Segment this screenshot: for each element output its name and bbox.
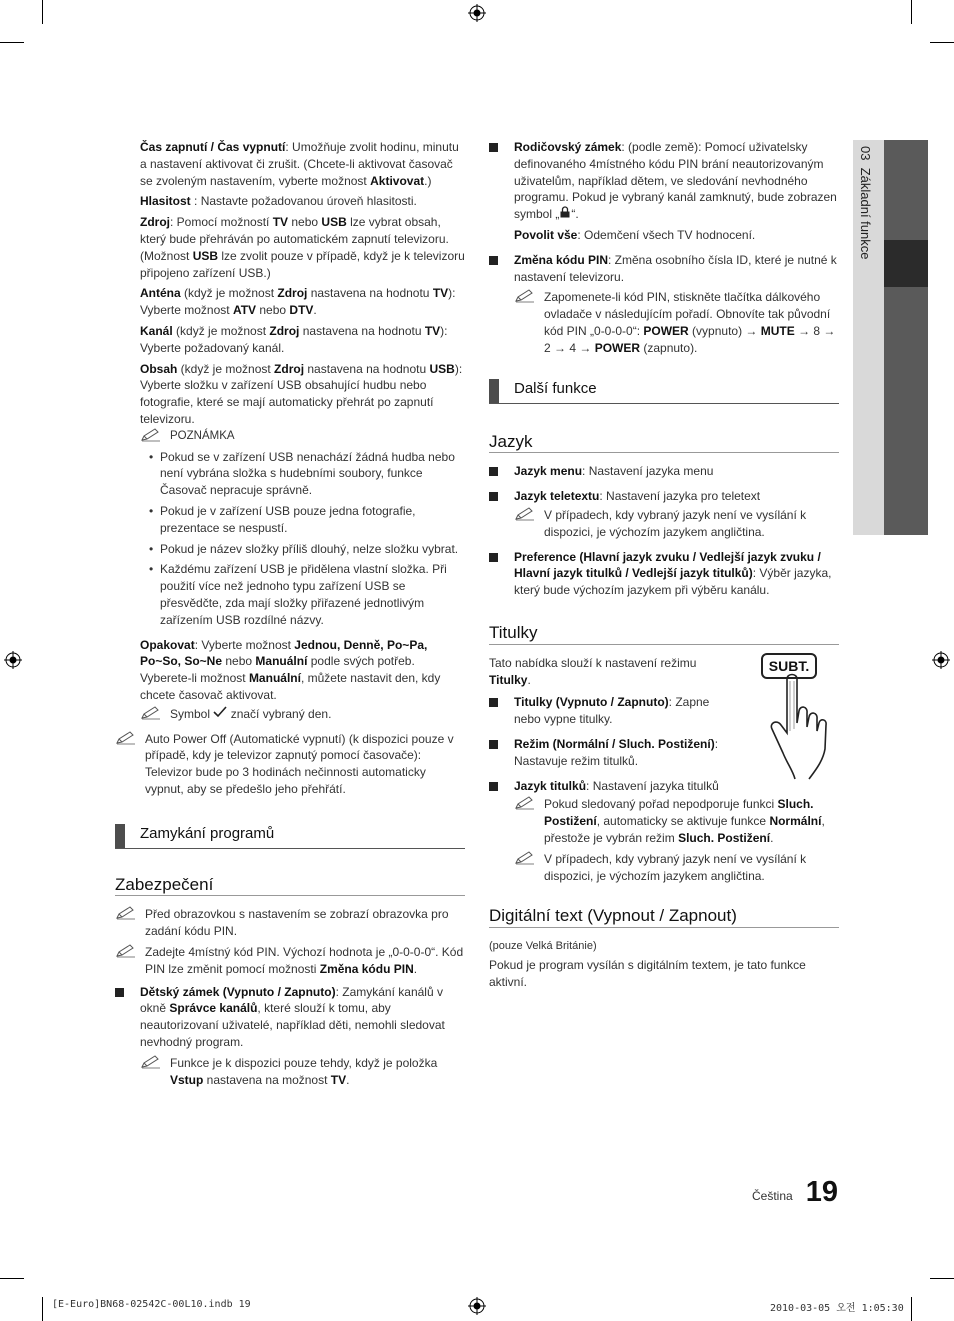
pencil-note-icon (140, 1055, 162, 1069)
section-title-subtitles: Titulky (489, 625, 839, 645)
registration-mark-icon (468, 4, 486, 22)
subtitles-mode: Režim (Normální / Sluch. Postižení): Nastavuje režim titulků. (489, 736, 724, 770)
symbol-note: Symbol značí vybraný den. (140, 706, 465, 723)
crop-mark (42, 0, 43, 24)
checkmark-icon (213, 706, 227, 718)
chapter-tab-label: 03 Základní funkce (858, 146, 873, 260)
child-lock: Dětský zámek (Vypnuto / Zapnuto): Zamykání kanálů v okně Správce kanálů, které slouží k tomu, aby neautorizovaní uživatelé, například děti, nemohli sledovat nevhodný program. (115, 984, 465, 1051)
pencil-note-icon (514, 851, 536, 865)
crop-mark (42, 1297, 43, 1321)
uk-only: (pouze Velká Británie) (489, 940, 597, 953)
menu-language: Jazyk menu: Nastavení jazyka menu (489, 463, 839, 480)
note-heading: POZNÁMKA (140, 428, 465, 445)
source: Zdroj: Pomocí možností TV nebo USB lze vybrat obsah, který bude přehráván po automatickém zapnutí televizoru. (Možnost USB lze zvolit pouze v případě, když je k televizoru připojeno zařízení USB.) (140, 215, 465, 280)
child-lock-note: Funkce je k dispozici pouze tehdy, když je položka Vstup nastavena na možnost TV. (140, 1055, 465, 1089)
pencil-note-icon (140, 706, 162, 720)
list-item: • Pokud se v zařízení USB nenachází žádná hudba nebo není vybrána složka s hudebními soubory, funkce Časovač nepracuje správně. (115, 449, 465, 499)
subtitles-note: V případech, kdy vybraný jazyk není ve vysílání k dispozici, je výchozím jazykem angličtina. (514, 851, 839, 885)
lock-icon (559, 206, 571, 218)
remote-hand-illustration (759, 651, 839, 781)
channel: Kanál (když je možnost Zdroj nastavena na hodnotu TV): Vyberte požadovaný kanál. (140, 323, 448, 355)
pencil-note-icon (115, 731, 137, 745)
pencil-note-icon (140, 428, 162, 442)
crop-mark (930, 42, 954, 43)
timer-on-off: Čas zapnutí / Čas vypnutí: Umožňuje zvolit hodinu, minutu a nastavení aktivovat či zrušit. (Chcete-li aktivovat časovač se zvoleným nastavením, vyberte možnost Aktivovat.) (140, 140, 459, 188)
change-pin: Změna kódu PIN: Změna osobního čísla ID, které je nutné k nastavení televizoru. (489, 252, 839, 286)
crop-mark (0, 42, 24, 43)
list-item: • Pokud je v zařízení USB pouze jedna fotografie, prezentace se nespustí. (115, 503, 465, 537)
digital-text-desc: Pokud je program vysílán s digitálním textem, je tato funkce aktivní. (489, 957, 806, 989)
content: Obsah (když je možnost Zdroj nastavena na hodnotu USB): Vyberte složku v zařízení USB obsahující hudbu nebo fotografie, které se mají automaticky přehrát po zapnutí televizoru. (140, 361, 463, 426)
pin-reset-note: Zapomenete-li kód PIN, stiskněte tlačítka dálkového ovladače v následujícím pořadí. Obnovíte tak původní kód PIN „0-0-0-0“: POWER (vypnuto) → MUTE → 8 → 2 → 4 → POWER (zapnuto). (514, 289, 839, 356)
crop-mark (930, 1278, 954, 1279)
teletext-language: Jazyk teletextu: Nastavení jazyka pro teletext (489, 488, 839, 505)
subtitles-block (489, 655, 839, 885)
list-item: • Pokud je název složky příliš dlouhý, nelze složku vybrat. (115, 541, 465, 558)
registration-mark-icon (468, 1297, 486, 1315)
subtitles-on-off: Titulky (Vypnuto / Zapnuto): Zapne nebo vypne titulky. (489, 694, 724, 728)
registration-mark-icon (4, 651, 22, 669)
left-column (115, 139, 465, 1092)
chapter-tab-marker (884, 240, 928, 287)
security-note: Před obrazovkou s nastavením se zobrazí obrazovka pro zadání kódu PIN. (115, 906, 465, 940)
auto-power-off-note: Auto Power Off (Automatické vypnutí) (k dispozici pouze v případě, kdy je televizor zapnutý pomocí časovače): Televizor bude po 3 hodinách nečinnosti automaticky vypnut, aby se předešlo jeho přehřátí. (115, 731, 465, 798)
registration-mark-icon (932, 651, 950, 669)
crop-mark (911, 1297, 912, 1321)
subtitles-language: Jazyk titulků: Nastavení jazyka titulků (489, 778, 839, 795)
chapter-tab-band (884, 140, 928, 535)
subheading-other-functions: Další funkce (489, 379, 839, 404)
subtitles-note: Pokud sledovaný pořad nepodporuje funkci Sluch. Postižení, automaticky se aktivuje funkce Normální, přestože je vybrán režim Sluch. Postižení. (514, 796, 839, 846)
pencil-note-icon (115, 944, 137, 958)
pencil-note-icon (514, 796, 536, 810)
section-title-digital-text: Digitální text (Vypnout / Zapnout) (489, 908, 839, 928)
allow-all: Povolit vše: Odemčení všech TV hodnocení. (514, 227, 756, 242)
subt-button: SUBT. (761, 653, 817, 679)
subheading-program-lock: Zamykání programů (115, 824, 465, 849)
parental-lock: Rodičovský zámek: (podle země): Pomocí uživatelsky definovaného 4místného kódu PIN brání neautorizovaným uživatelům, například dětem, ve sledování nevhodného programu. Pokud je vybraný kanál zamknutý, bude zobrazen symbol „ “. (489, 139, 839, 223)
page-number: 19 (805, 1176, 838, 1208)
page-language: Čeština (752, 1189, 793, 1203)
volume: Hlasitost : Nastavte požadovanou úroveň hlasitosti. (140, 194, 417, 209)
crop-mark (0, 1278, 24, 1279)
pencil-note-icon (514, 289, 536, 303)
teletext-note: V případech, kdy vybraný jazyk není ve vysílání k dispozici, je výchozím jazykem angličtina. (514, 507, 839, 541)
pencil-note-icon (115, 906, 137, 920)
repeat: Opakovat: Vyberte možnost Jednou, Denně, Po~Pa, Po~So, So~Ne nebo Manuální podle svých potřeb. Vyberete-li možnost Manuální, můžete nastavit den, kdy chcete časovač aktivovat. (140, 637, 441, 702)
section-title-language: Jazyk (489, 434, 839, 454)
print-file-label: [E-Euro]BN68-02542C-00L10.indb 19 (52, 1299, 251, 1310)
security-note: Zadejte 4místný kód PIN. Výchozí hodnota je „0-0-0-0“. Kód PIN lze změnit pomocí možnosti Změna kódu PIN. (115, 944, 465, 978)
right-column (489, 139, 839, 994)
language-preference: Preference (Hlavní jazyk zvuku / Vedlejší jazyk zvuku / Hlavní jazyk titulků / Vedlejší jazyk titulků): Výběr jazyka, který bude výchozím jazykem při výběru kanálu. (489, 549, 839, 599)
section-title-security: Zabezpečení (115, 877, 465, 897)
crop-mark (911, 0, 912, 24)
print-timestamp: 2010-03-05 오전 1:05:30 (770, 1303, 904, 1314)
list-item: • Každému zařízení USB je přidělena vlastní složka. Při použití více než jednoho typu zařízení USB se přesvědčte, zda mají složky přiřazené jednotlivým zařízením USB rozdílné názvy. (115, 561, 465, 628)
pencil-note-icon (514, 507, 536, 521)
subtitles-intro: Tato nabídka slouží k nastavení režimu Titulky. (489, 655, 697, 687)
antenna: Anténa (když je možnost Zdroj nastavena na hodnotu TV): Vyberte možnost ATV nebo DTV. (140, 286, 456, 318)
hand-pointer-icon (767, 671, 839, 781)
